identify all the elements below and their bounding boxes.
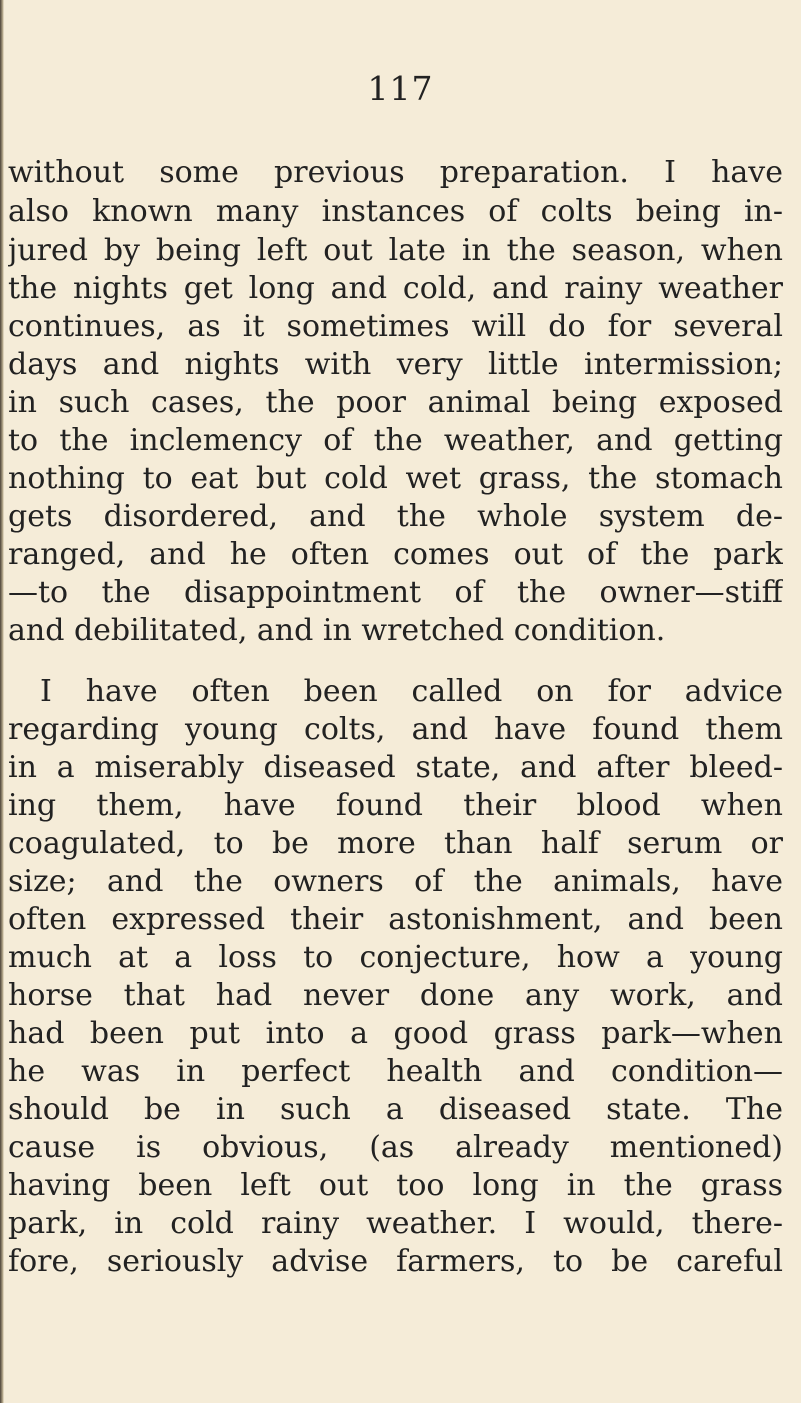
text-line: days and nights with very little intermission; bbox=[8, 347, 783, 382]
text-line: without some previous preparation. I have bbox=[8, 155, 783, 190]
text-line: also known many instances of colts being in- bbox=[8, 194, 783, 229]
text-line: continues, as it sometimes will do for several bbox=[8, 309, 783, 344]
text-line: I have often been called on for advice bbox=[40, 674, 783, 709]
text-line: horse that had never done any work, and bbox=[8, 978, 783, 1013]
page-number: 117 bbox=[367, 69, 434, 108]
text-line: he was in perfect health and condition— bbox=[8, 1054, 783, 1089]
text-line: should be in such a diseased state. The bbox=[8, 1092, 783, 1127]
text-line: often expressed their astonishment, and been bbox=[8, 902, 783, 937]
text-line: ing them, have found their blood when bbox=[8, 788, 783, 823]
text-line: size; and the owners of the animals, have bbox=[8, 864, 783, 899]
text-line: coagulated, to be more than half serum or bbox=[8, 826, 783, 861]
text-line: had been put into a good grass park—when bbox=[8, 1016, 783, 1051]
text-line: park, in cold rainy weather. I would, there- bbox=[8, 1206, 783, 1241]
text-line: —to the disappointment of the owner—stiff bbox=[8, 575, 783, 610]
text-line: fore, seriously advise farmers, to be careful bbox=[8, 1244, 783, 1279]
text-line: having been left out too long in the grass bbox=[8, 1168, 783, 1203]
text-line: in such cases, the poor animal being exposed bbox=[8, 385, 783, 420]
text-line: regarding young colts, and have found them bbox=[8, 712, 783, 747]
text-line: jured by being left out late in the season, when bbox=[8, 233, 783, 268]
text-line: cause is obvious, (as already mentioned) bbox=[8, 1130, 783, 1165]
text-line: much at a loss to conjecture, how a young bbox=[8, 940, 783, 975]
page-binding-edge bbox=[0, 0, 4, 1403]
text-line: and debilitated, and in wretched condition. bbox=[8, 613, 666, 648]
text-line: in a miserably diseased state, and after bleed- bbox=[8, 750, 783, 785]
text-line: the nights get long and cold, and rainy weather bbox=[8, 271, 783, 306]
text-line: ranged, and he often comes out of the park bbox=[8, 537, 783, 572]
text-line: nothing to eat but cold wet grass, the stomach bbox=[8, 461, 783, 496]
text-line: gets disordered, and the whole system de- bbox=[8, 499, 783, 534]
text-line: to the inclemency of the weather, and getting bbox=[8, 423, 783, 458]
